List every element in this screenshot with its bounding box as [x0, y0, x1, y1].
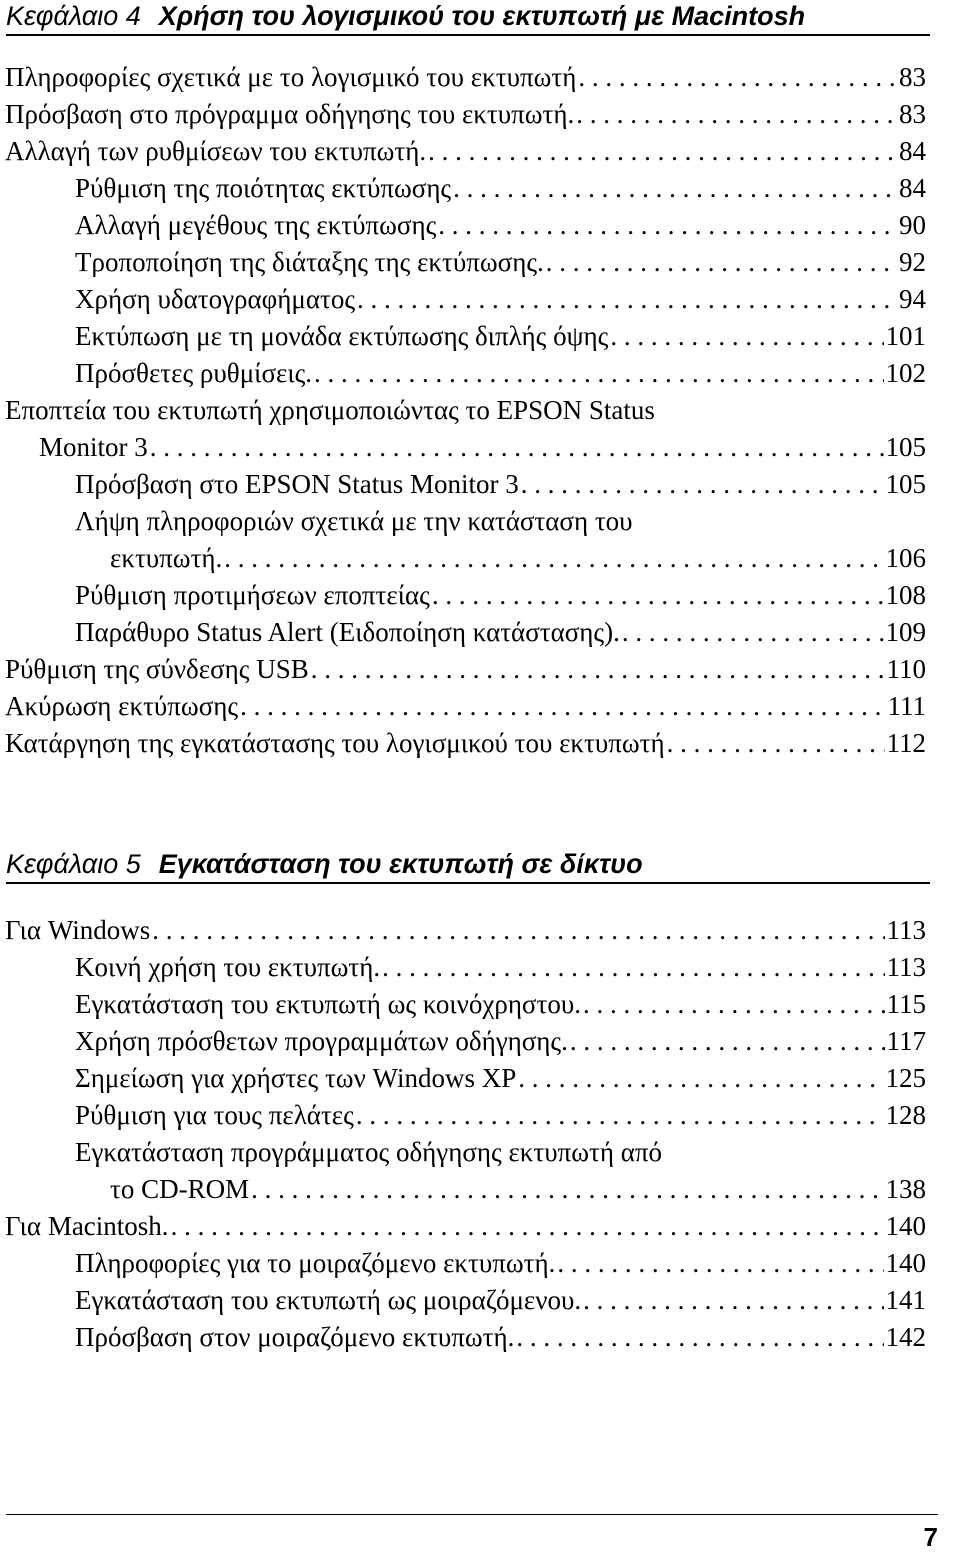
dot-leader [382, 949, 884, 986]
toc-entry-text: Χρήση υδατογραφήματος [75, 284, 356, 314]
toc-entry-page: 128 [885, 1100, 926, 1130]
chapter-4-toc [0, 59, 926, 762]
toc-entry[interactable] [0, 614, 926, 651]
dot-leader [583, 1282, 883, 1319]
chapter-5-title: Εγκατάσταση του εκτυπωτή σε δίκτυο [158, 849, 643, 879]
toc-entry-continuation[interactable] [0, 429, 926, 466]
toc-entry-page: 138 [885, 1174, 926, 1204]
toc-entry-page: 140 [885, 1211, 926, 1241]
dot-leader [152, 912, 884, 949]
toc-entry-text: Ρύθμιση προτιμήσεων εποπτείας [75, 580, 430, 610]
dot-leader [622, 614, 884, 651]
toc-entry-text: Λήψη πληροφοριών σχετικά με την κατάσταση του [75, 506, 633, 536]
toc-entry-text: Ακύρωση εκτύπωσης [5, 691, 239, 721]
toc-entry-text: Πληροφορίες σχετικά με το λογισμικό του εκτυπωτή [5, 62, 577, 92]
dot-leader [610, 318, 883, 355]
toc-entry-text: Παράθυρο Status Alert (Ειδοποίηση κατάστασης). [75, 617, 620, 647]
dot-leader [453, 170, 897, 207]
toc-entry[interactable] [0, 1245, 926, 1282]
dot-leader [314, 355, 883, 392]
toc-entry-first-line[interactable] [0, 503, 926, 540]
dot-leader [432, 577, 884, 614]
toc-entry[interactable] [0, 207, 926, 244]
toc-entry-page: 113 [886, 915, 926, 945]
toc-entry-page: 106 [885, 543, 926, 573]
dot-leader [240, 688, 885, 725]
toc-entry[interactable] [0, 651, 926, 688]
dot-leader [518, 1060, 883, 1097]
toc-entry-text: Ρύθμιση της σύνδεσης USB [5, 654, 309, 684]
dot-leader [557, 1245, 883, 1282]
toc-entry[interactable] [0, 318, 926, 355]
toc-entry-text: Αλλαγή μεγέθους της εκτύπωσης [75, 210, 437, 240]
dot-leader [667, 725, 885, 762]
toc-entry-continuation[interactable] [0, 540, 926, 577]
toc-entry[interactable] [0, 96, 926, 133]
toc-entry-page: 111 [887, 691, 926, 721]
toc-entry[interactable] [0, 1282, 926, 1319]
toc-entry-page: 110 [886, 654, 926, 684]
dot-leader [578, 59, 897, 96]
toc-entry-text-cont: Monitor 3 [39, 432, 148, 462]
toc-entry-text: Ρύθμιση της ποιότητας εκτύπωσης [75, 173, 452, 203]
dot-leader [583, 986, 885, 1023]
dot-leader [576, 96, 897, 133]
page-number: 7 [923, 1522, 938, 1552]
dot-leader [356, 1097, 884, 1134]
dot-leader [521, 466, 884, 503]
toc-entry-text: Σημείωση για χρήστες των Windows XP [75, 1063, 517, 1093]
toc-entry-page: 94 [899, 284, 926, 314]
toc-entry[interactable] [0, 170, 926, 207]
chapter-4-title: Χρήση του λογισμικού του εκτυπωτή με Macintosh [158, 1, 806, 31]
toc-entry-text: Για Windows [5, 915, 151, 945]
toc-entry-text: Εγκατάσταση του εκτυπωτή ως μοιραζόμενου. [75, 1285, 582, 1315]
toc-entry-page: 142 [885, 1322, 926, 1352]
toc-entry[interactable] [0, 725, 926, 762]
dot-leader [516, 1319, 883, 1356]
toc-entry[interactable] [0, 949, 926, 986]
toc-entry[interactable] [0, 1023, 926, 1060]
toc-entry-text: Για Macintosh. [5, 1211, 169, 1241]
toc-entry-page: 84 [899, 136, 926, 166]
toc-entry-page: 112 [886, 728, 926, 758]
toc-entry-page: 92 [899, 247, 926, 277]
dot-leader [546, 244, 897, 281]
toc-entry-text: Ρύθμιση για τους πελάτες [75, 1100, 354, 1130]
footer-divider [6, 1514, 938, 1515]
dot-leader [438, 207, 897, 244]
toc-entry-page: 140 [885, 1248, 926, 1278]
toc-entry-text: Κοινή χρήση του εκτυπωτή. [75, 952, 381, 982]
toc-entry[interactable] [0, 688, 926, 725]
chapter-4-label: Κεφάλαιο 4 [6, 1, 141, 31]
toc-entry[interactable] [0, 133, 926, 170]
chapter-5-heading [6, 848, 930, 884]
toc-entry-page: 117 [886, 1026, 926, 1056]
toc-entry-text: Αλλαγή των ρυθμίσεων του εκτυπωτή. [5, 136, 427, 166]
toc-entry[interactable] [0, 281, 926, 318]
toc-entry-page: 113 [886, 952, 926, 982]
toc-entry-text: Πρόσθετες ρυθμίσεις. [75, 358, 313, 388]
dot-leader [171, 1208, 884, 1245]
toc-entry-text: Εγκατάσταση του εκτυπωτή ως κοινόχρηστου. [75, 989, 581, 1019]
toc-entry[interactable] [0, 1060, 926, 1097]
dot-leader [357, 281, 897, 318]
toc-entry-first-line[interactable] [0, 392, 926, 429]
toc-entry-page: 105 [885, 432, 926, 462]
toc-entry-page: 101 [885, 321, 926, 351]
toc-entry-text-cont: εκτυπωτή. [110, 543, 223, 573]
dot-leader [251, 1171, 883, 1208]
toc-entry-text: Χρήση πρόσθετων προγραμμάτων οδήγησης. [75, 1026, 568, 1056]
dot-leader [224, 540, 883, 577]
chapter-5-toc [0, 912, 926, 1356]
toc-entry-text: Εποπτεία του εκτυπωτή χρησιμοποιώντας το EPSON Status [5, 395, 655, 425]
toc-entry-page: 141 [885, 1285, 926, 1315]
toc-entry[interactable] [0, 244, 926, 281]
toc-entry[interactable] [0, 1319, 926, 1356]
toc-entry-page: 102 [885, 358, 926, 388]
toc-entry-first-line[interactable] [0, 1134, 926, 1171]
toc-entry[interactable] [0, 912, 926, 949]
toc-entry-page: 105 [885, 469, 926, 499]
toc-entry[interactable] [0, 466, 926, 503]
toc-entry-text: Πρόσβαση στον μοιραζόμενο εκτυπωτή. [75, 1322, 515, 1352]
toc-entry-page: 83 [899, 99, 926, 129]
chapter-5-label: Κεφάλαιο 5 [6, 849, 141, 879]
toc-entry-text-cont: το CD-ROM [110, 1174, 250, 1204]
toc-entry-text: Πρόσβαση στο πρόγραμμα οδήγησης του εκτυπωτή. [5, 99, 575, 129]
toc-entry-continuation[interactable] [0, 1171, 926, 1208]
toc-entry-text: Πρόσβαση στο EPSON Status Monitor 3 [75, 469, 519, 499]
dot-leader [428, 133, 897, 170]
toc-entry[interactable] [0, 355, 926, 392]
toc-entry-text: Κατάργηση της εγκατάστασης του λογισμικού του εκτυπωτή [5, 728, 665, 758]
toc-entry[interactable] [0, 577, 926, 614]
toc-entry-text: Εκτύπωση με τη μονάδα εκτύπωσης διπλής όψης [75, 321, 609, 351]
toc-entry-page: 90 [899, 210, 926, 240]
dot-leader [150, 429, 884, 466]
toc-entry-page: 108 [885, 580, 926, 610]
toc-entry[interactable] [0, 59, 926, 96]
toc-entry[interactable] [0, 1208, 926, 1245]
toc-entry-text: Πληροφορίες για το μοιραζόμενο εκτυπωτή. [75, 1248, 556, 1278]
toc-entry-page: 83 [899, 62, 926, 92]
dot-leader [311, 651, 885, 688]
toc-entry[interactable] [0, 986, 926, 1023]
toc-entry-page: 115 [886, 989, 926, 1019]
chapter-4-heading [6, 0, 930, 36]
toc-entry-page: 125 [885, 1063, 926, 1093]
toc-entry-page: 109 [885, 617, 926, 647]
toc-entry[interactable] [0, 1097, 926, 1134]
toc-entry-text: Εγκατάσταση προγράμματος οδήγησης εκτυπωτή από [75, 1137, 663, 1167]
dot-leader [570, 1023, 885, 1060]
toc-entry-text: Τροποποίηση της διάταξης της εκτύπωσης. [75, 247, 544, 277]
toc-entry-page: 84 [899, 173, 926, 203]
